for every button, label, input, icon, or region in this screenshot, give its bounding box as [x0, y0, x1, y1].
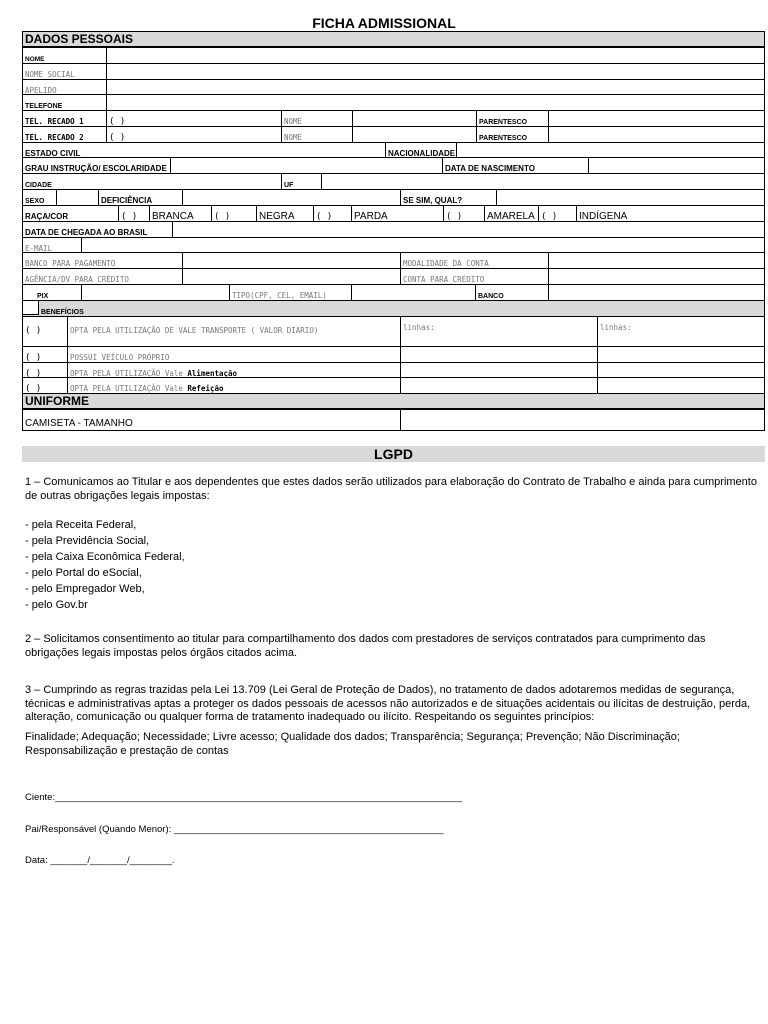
label-data-chegada: DATA DE CHEGADA AO BRASIL	[25, 228, 148, 237]
option-indigena: INDÍGENA	[579, 211, 628, 221]
label-uf: UF	[284, 182, 294, 189]
row-raca-cor	[22, 205, 765, 221]
check-alimentacao[interactable]: ( )	[25, 369, 42, 377]
input-uf[interactable]	[322, 174, 764, 189]
label-camiseta: CAMISETA - TAMANHO	[25, 418, 133, 429]
label-sexo: SEXO	[25, 198, 45, 205]
signature-responsavel[interactable]: Pai/Responsável (Quando Menor): ___________________________________________________	[25, 824, 444, 835]
label-estado-civil: ESTADO CIVIL	[25, 149, 81, 157]
input-nome-recado-1[interactable]	[353, 111, 477, 126]
label-vale-alimentacao-prefix: OPTA PELA UTILIZAÇÃO Vale	[70, 369, 183, 377]
label-data-nascimento: DATA DE NASCIMENTO	[445, 164, 535, 173]
label-beneficios: BENEFÍCIOS	[41, 309, 84, 316]
label-apelido: APELIDO	[25, 86, 57, 94]
input-nome-social[interactable]	[107, 64, 764, 79]
input-nome-recado-2[interactable]	[353, 127, 477, 142]
lgpd-paragraph-1: 1 – Comunicamos ao Titular e aos dependentes que estes dados serão utilizados para elaboração do Contrato de Trabalho e ainda para cumprimento de outras obrigações legais impostas:	[25, 476, 757, 502]
list-item: - pela Caixa Econômica Federal,	[25, 551, 185, 563]
label-veiculo: POSSUI VEÍCULO PRÓPRIO	[70, 353, 170, 362]
row-banco-pagamento	[22, 252, 765, 268]
input-data-nascimento[interactable]	[589, 158, 764, 173]
input-se-sim-qual[interactable]	[497, 190, 764, 205]
input-telefone[interactable]	[107, 95, 764, 110]
label-raca-cor: RAÇA/COR	[25, 212, 69, 221]
label-se-sim-qual: SE SIM, QUAL?	[403, 196, 463, 205]
check-branca[interactable]: ( )	[121, 212, 138, 221]
input-nome[interactable]	[107, 48, 764, 63]
row-vale-transporte	[22, 316, 765, 346]
list-item: - pelo Gov.br	[25, 599, 88, 611]
input-agencia[interactable]	[183, 269, 401, 284]
row-nome	[22, 47, 765, 63]
label-nome-recado-1: NOME	[284, 117, 303, 126]
label-pix: PIX	[37, 293, 49, 300]
label-cidade: CIDADE	[25, 182, 52, 189]
label-telefone: TELEFONE	[25, 103, 63, 110]
input-parentesco-1[interactable]	[549, 111, 764, 126]
label-nome: NOME	[25, 56, 45, 63]
check-amarela[interactable]: ( )	[446, 212, 463, 221]
lgpd-title: LGPD	[22, 446, 765, 462]
lgpd-paragraph-4: Finalidade; Adequação; Necessidade; Livre acesso; Qualidade dos dados; Transparência; Segurança; Prevenção; Não Discriminação; Responsabilização e prestação de contas	[25, 731, 680, 757]
check-refeicao[interactable]: ( )	[25, 384, 42, 393]
label-vale-refeicao-prefix: OPTA PELA UTILIZAÇÃO Vale	[70, 384, 183, 393]
input-deficiencia[interactable]	[183, 190, 401, 205]
check-indigena[interactable]: ( )	[541, 212, 558, 221]
input-camiseta[interactable]	[401, 410, 764, 430]
row-refeicao	[22, 377, 765, 393]
row-agencia	[22, 268, 765, 284]
input-conta-credito[interactable]	[549, 269, 764, 284]
beneficios-checkbox[interactable]	[22, 300, 39, 315]
check-vale-transporte[interactable]: ( )	[25, 326, 42, 336]
ddd-tel-recado-1[interactable]: ( )	[109, 117, 126, 126]
check-parda[interactable]: ( )	[316, 212, 333, 221]
label-nome-recado-2: NOME	[284, 133, 303, 142]
input-data-chegada[interactable]	[173, 222, 764, 237]
input-banco-pagamento[interactable]	[183, 253, 401, 268]
beneficios-header	[22, 300, 765, 316]
label-conta-credito: CONTA PARA CRÉDITO	[403, 275, 485, 284]
label-banco: BANCO	[478, 293, 504, 300]
row-estado-civil	[22, 142, 765, 157]
row-pix	[22, 284, 765, 300]
row-alimentacao	[22, 362, 765, 377]
list-item: - pela Receita Federal,	[25, 519, 137, 531]
signature-ciente[interactable]: Ciente:_____________________________________________________________________________	[25, 792, 462, 803]
label-parentesco-1: PARENTESCO	[479, 119, 528, 126]
input-email[interactable]	[82, 238, 764, 252]
input-banco[interactable]	[549, 285, 764, 300]
input-tipo-pix[interactable]	[352, 285, 476, 300]
label-tel-recado-2: TEL. RECADO 2	[25, 133, 84, 142]
lgpd-paragraph-2: 2 – Solicitamos consentimento ao titular para compartilhamento dos dados com prestadores de serviços contratados para cumprimento das obrigações legais impostas pelos órgãos citados acima.	[25, 633, 706, 659]
section-personal-header: DADOS PESSOAIS	[22, 31, 765, 47]
label-linhas-1: linhas:	[403, 323, 435, 332]
option-branca: BRANCA	[152, 211, 194, 221]
input-pix[interactable]	[82, 285, 230, 300]
check-veiculo[interactable]: ( )	[25, 353, 42, 362]
list-item: - pelo Portal do eSocial,	[25, 567, 142, 579]
input-apelido[interactable]	[107, 80, 764, 94]
row-nome-social	[22, 63, 765, 79]
input-nacionalidade[interactable]	[457, 143, 764, 157]
ddd-tel-recado-2[interactable]: ( )	[109, 133, 126, 142]
label-modalidade-conta: MODALIDADE DA CONTA	[403, 259, 489, 268]
row-grau-instrucao	[22, 157, 765, 173]
list-item: - pelo Empregador Web,	[25, 583, 145, 595]
row-data-chegada	[22, 221, 765, 237]
lgpd-paragraph-3: 3 – Cumprindo as regras trazidas pela Lei 13.709 (Lei Geral de Proteção de Dados), no tratamento de dados adotaremos medidas de segurança, técnicas e administrativas aptas a proteger os dados pessoais de acessos não autorizados e de situações acidentais ou ilícitas de destruição, perda, alteração, comunicação ou qualquer forma de tratamento inadequado ou ilícito. Respeitando os seguintes princípios:	[25, 684, 751, 723]
label-vale-transporte: OPTA PELA UTILIZAÇÃO DE VALE TRANSPORTE ( VALOR DIARIO)	[70, 326, 319, 335]
label-tel-recado-1: TEL. RECADO 1	[25, 117, 84, 126]
input-sexo[interactable]	[57, 190, 99, 205]
check-negra[interactable]: ( )	[214, 212, 231, 221]
option-amarela: AMARELA	[487, 211, 535, 221]
row-camiseta	[22, 409, 765, 431]
input-grau-instrucao[interactable]	[171, 158, 443, 173]
label-deficiencia: DEFICIÊNCIA	[101, 196, 153, 205]
signature-data[interactable]: Data: _______/_______/________.	[25, 855, 175, 866]
label-email: E-MAIL	[25, 244, 53, 252]
row-veiculo	[22, 346, 765, 362]
label-tipo-pix: TIPO(CPF, CEL, EMAIL)	[232, 291, 327, 300]
option-negra: NEGRA	[259, 211, 295, 221]
row-sexo	[22, 189, 765, 205]
row-email	[22, 237, 765, 252]
label-refeicao: Refeição	[187, 384, 224, 393]
label-agencia: AGÊNCIA/DV PARA CRÉDITO	[25, 275, 129, 284]
row-tel-recado-2	[22, 126, 765, 142]
lgpd-list	[25, 517, 760, 613]
label-linhas-2: linhas:	[600, 323, 632, 332]
form-title: FICHA ADMISSIONAL	[312, 15, 456, 31]
row-cidade	[22, 173, 765, 189]
section-uniforme-header: UNIFORME	[22, 393, 765, 409]
row-telefone	[22, 94, 765, 110]
label-nacionalidade: NACIONALIDADE	[388, 149, 456, 157]
row-apelido	[22, 79, 765, 94]
label-parentesco-2: PARENTESCO	[479, 135, 528, 142]
label-alimentacao: Alimentação	[187, 369, 238, 377]
label-banco-pagamento: BANCO PARA PAGAMENTO	[25, 259, 116, 268]
option-parda: PARDA	[354, 211, 388, 221]
label-nome-social: NOME SOCIAL	[25, 70, 75, 79]
row-tel-recado-1	[22, 110, 765, 126]
input-modalidade-conta[interactable]	[549, 253, 764, 268]
list-item: - pela Previdência Social,	[25, 535, 150, 547]
label-grau-instrucao: GRAU INSTRUÇÃO/ ESCOLARIDADE	[25, 164, 167, 173]
input-parentesco-2[interactable]	[549, 127, 764, 142]
